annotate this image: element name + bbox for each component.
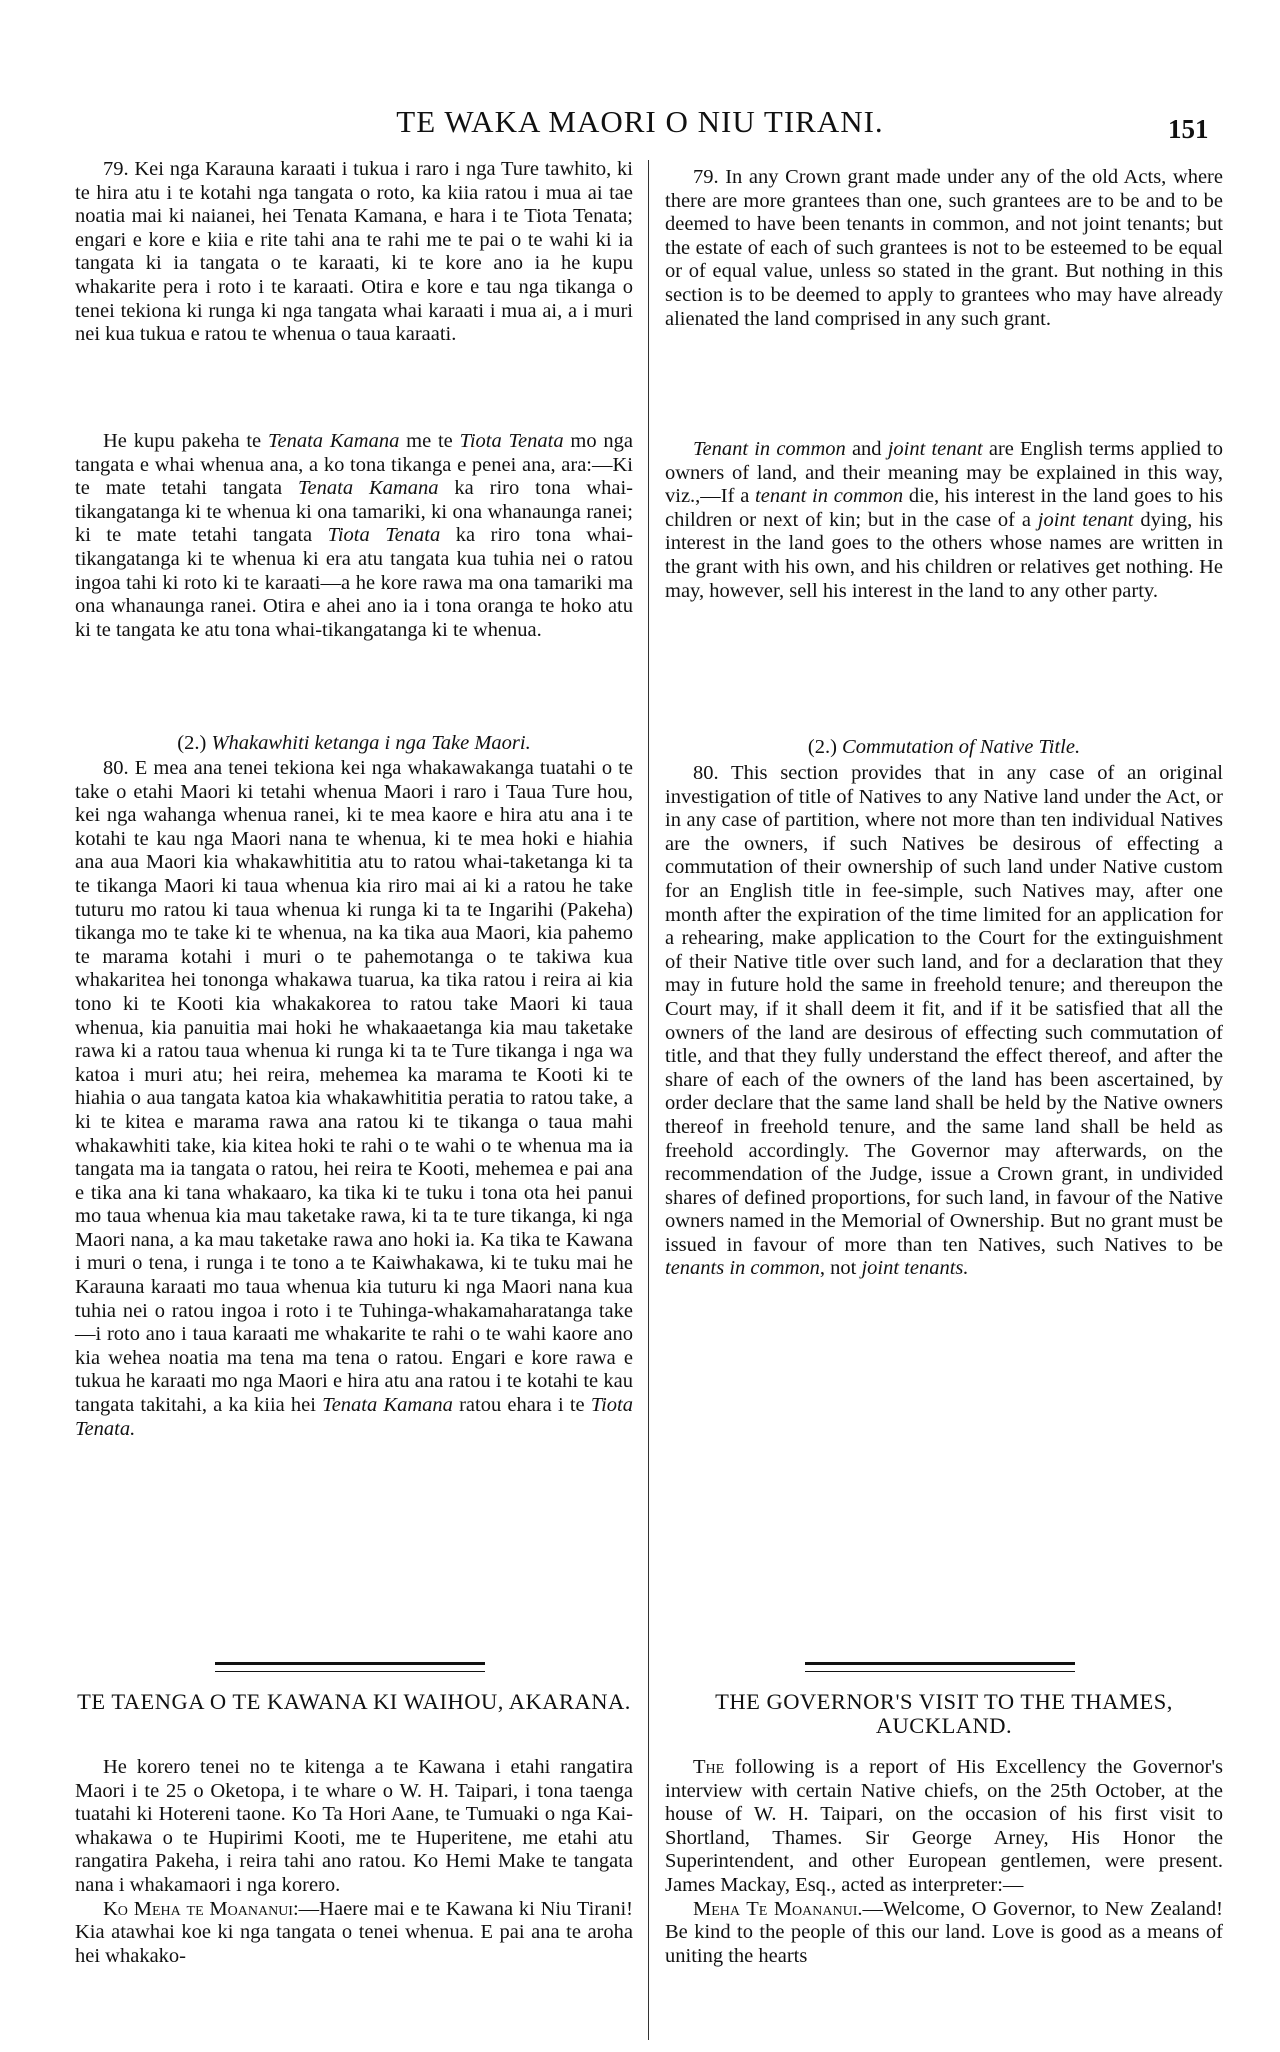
text-segment: 79. In any Crown grant made under any of the old Acts, where there are more grantees than one, such grantees are to be and to be deemed to have been tenants in common, and not joint tenants; but the estate of each of such grantees is not to be esteemed to be equal or of equal value, unless so stated in the grant. But nothing in this section is to be deemed to apply to grantees who may have already alienated the land comprised in any such grant. (665, 166, 1223, 330)
section-80-english (665, 762, 1223, 1281)
text-segment: following is a report of His Excellency the Governor's interview with certain Native chiefs, on the 25th October, at the house of W. H. Taipari, on the occasion of his first visit to Shortland, Thames. Sir George Arney, His Honor the Superintendent, and other European gentlemen, were present. James Mackay, Esq., acted as interpreter:— (665, 1756, 1223, 1896)
italic-text: Tenant in common (693, 438, 846, 460)
article-heading-english: THE GOVERNOR'S VISIT TO THE THAMES, AUCKLAND. (715, 1689, 1173, 1738)
italic-text: Commutation of Native Title. (842, 736, 1081, 758)
text-segment: 80. This section provides that in any case of an original investigation of title of Natives to any Native land under the Act, or in any case of partition, where not more than ten individual Natives are the owners, if such Natives be desirous of effecting a commutation of their ownership of such land under Native custom for an English title in fee-simple, such Natives may, after one month after the expiration of the time limited for an application for a rehearing, make application to the Court for the extinguishment of their Native title over such land, and for a declaration that they may in future hold the same in freehold tenure; and thereupon the Court may, if it shall deem it fit, and if it be satisfied that all the owners of the land are desirous of effecting such commutation of title, and that they fully understand the effect thereof, and after the share of each of the owners of the land has been ascertained, by order declare that the same land shall be held by the Native owners thereof in freehold tenure, and the same land shall be held as freehold accordingly. The Governor may afterwards, on the recommendation of the Judge, issue a Crown grant, in undivided shares of defined proportions, for such land, in favour of the Native owners named in the Memorial of Ownership. But no grant must be issued in favour of more than ten Natives, such Natives to be (665, 762, 1223, 1256)
speech-maori (75, 1898, 633, 1969)
speech-english (665, 1898, 1223, 1969)
article-intro-english (665, 1756, 1223, 1898)
subheading-maori (75, 732, 633, 756)
double-rule-divider (805, 1662, 1075, 1672)
small-caps-text: Meha Te Moananui (693, 1897, 858, 1920)
text-segment: He korero tenei no te kitenga a te Kawana i etahi rangatira Maori i te 25 o Oketopa, i te whare o W. H. Taipari, i tona taenga tuatahi ki Hotereni taone. Ko Ta Hori Aane, te Tumuaki o nga Kai-whakawa o te Hupirimi Kooti, me te Huperitene, me etahi atu rangatira Pakeha, i reira tahi ano ratou. Ko Hemi Make te tangata nana i whakamaori i nga korero. (75, 1756, 633, 1896)
italic-text: joint tenants. (861, 1257, 969, 1280)
text-segment: .—Welcome, O Governor, to New Zealand! Be kind to the people of this our land. Love is good as a means of uniting the hearts (665, 1897, 1223, 1967)
text-segment: ka riro tona whai-tikangatanga ki te whenua ki era atu tangata kua tuhia nei o ratou ingoa tahi ki roto ki te karaati—a he kore rawa ma ona tamariki ma ona whanaunga ranei. Otira e ahei ano ia i tona oranga te hoko atu ki te tangata ke atu tona whai-tikangatanga ki te whenua. (75, 524, 633, 641)
newspaper-title: TE WAKA MAORI O NIU TIRANI. (396, 104, 884, 139)
text-segment: 80. E mea ana tenei tekiona kei nga whakawakanga tuatahi o te take o etahi Maori ki tetahi whenua Maori i raro i Taua Ture hou, kei nga wahanga whenua ranei, ki te mea kaore e hira atu ana i te kotahi te kau nga Maori nana te whenua, ki te mea hoki e hiahia ana aua Maori kia whakawhititia atu to ratou whai-taketanga ki ta te tikanga Maori ki taua whenua kia riro mai ai ki a ratou he take tuturu mo ratou ki taua whenua ki runga ki ta te Ingarihi (Pakeha) tikanga mo te take ki te whenua, na ka tika aua Maori, kia pahemo te marama kotahi i muri o te pahemotanga o te takiwa kua whakaritea hei tononga whakawa tuarua, ka tika ratou i reira ai kia tono ki te Kooti kia whakakorea to ratou take Maori ki taua whenua, kia panuitia mai hoki he whakaaetanga kia mau taketake rawa ki a ratou taua whenua ki runga ki ta te Ture tikanga i nga wa katoa i muri atu; hei reira, mehemea ka marama te Kooti ki te hiahia o aua tangata katoa kia whakawhititia peratia to ratou take, a ki te kitea e marama rawa ana ratou ki te tikanga o taua mahi whakawhiti take, kia kitea hoki te rahi o te wahi o te whenua ma ia tangata ma ia tangata o ratou, hei reira te Kooti, mehemea e pai ana e tika ana ki tana whakaaro, ka tika ki te tuku i tona ota hei panui mo taua whenua kia mau taketake rawa, ki ta te ture tikanga, ki nga Maori nana, a ka mau taketake rawa ano hoki ia. Ka tika te Kawana i muri o tena, i runga i te tono a te Kaiwhakawa, ki te tuku mai he Karauna karaati mo taua whenua kia tuturu ki nga Maori nana kua tuhia nei o ratou ingoa i roto i te Tuhinga-whakamaharatanga take—i roto ano i taua karaati me whakarite te rahi o te wahi kaore ano kia wehea noatia ma tena ma tena o ratou. Engari e kore rawa e tukua he karaati mo nga Maori e hira atu ana ratou i te kotahi te kau tangata takitahi, a ka kiia hei (75, 757, 633, 1417)
text-segment: :—Haere mai e te Kawana ki Niu Tirani! Kia atawhai koe ki nga tangata o tenei whenua. E pai ana te aroha hei whakako- (75, 1897, 633, 1967)
italic-text: tenants in common (665, 1257, 820, 1280)
italic-text: Whakawhiti ketanga i nga Take Maori. (211, 732, 531, 754)
italic-text: tenant in common (755, 485, 904, 508)
double-rule-divider (215, 1662, 485, 1672)
section-79-english (665, 166, 1223, 331)
text-segment: me te (399, 430, 460, 452)
italic-text: Tenata Kamana (322, 1394, 453, 1417)
italic-text: joint tenant (1037, 508, 1134, 531)
article-intro-maori (75, 1756, 633, 1898)
text-segment: , not (819, 1257, 862, 1280)
text-segment: (2.) (807, 736, 843, 758)
italic-text: joint tenant (887, 438, 983, 460)
article-heading-maori: TE TAENGA O TE KAWANA KI WAIHOU, AKARANA. (77, 1689, 631, 1714)
subheading-english (665, 736, 1223, 760)
text-segment: (2.) (177, 732, 212, 754)
text-segment: ka riro tona whai-tikangatanga ki te whenua ki ona tamariki, ki ona whanaunga ranei; ki te mate tetahi tangata (75, 477, 634, 547)
small-caps-text: The (693, 1756, 725, 1778)
text-segment: are English terms applied to owners of land, and their meaning may be explained in this way, viz.,—If a (665, 438, 1224, 508)
tenant-explanation-maori (75, 430, 633, 642)
page-number: 151 (1168, 114, 1209, 144)
italic-text: Tiota Tenata (459, 430, 564, 452)
text-segment: dying, his interest in the land goes to the others whose names are written in the grant with his own, and his children or relatives get nothing. He may, however, sell his interest in the land to any other party. (665, 508, 1224, 602)
italic-text: Tenata Kamana (267, 430, 400, 452)
text-segment: ratou ehara i te (452, 1394, 591, 1417)
italic-text: Tiota Tenata. (75, 1394, 634, 1440)
section-79-maori (75, 158, 633, 347)
column-divider (648, 160, 649, 2040)
text-segment: die, his interest in the land goes to his children or next of kin; but in the case of a (665, 485, 1223, 531)
italic-text: Tiota Tenata (327, 524, 441, 547)
text-segment: and (845, 438, 888, 460)
text-segment: mo nga tangata e whai whenua ana, a ko tona tikanga e penei ana, ara:—Ki te mate tetahi tangata (75, 430, 634, 500)
section-80-maori (75, 757, 633, 1441)
italic-text: Tenata Kamana (298, 477, 439, 500)
text-segment: 79. Kei nga Karauna karaati i tukua i raro i nga Ture tawhito, ki te hira atu i te kotahi nga tangata o roto, ka kiia ratou i mua ai tae noatia mai ki naianei, hei Tenata Kamana, e hara i te Tiota Tenata; engari e kore e kiia e rite tahi ana te rahi me te pai o te wahi ki ia tangata ki ia tangata o te karaati, ki te kore ano ia he kupu whakarite pera i roto i te karaati. Otira e kore e tau nga tikanga o tenei tekiona ki runga ki nga tangata whai karaati i mua ai, a i muri nei kua tukua e ratou te whenua o taua karaati. (75, 158, 633, 346)
tenant-explanation-english (665, 438, 1223, 603)
small-caps-text: Ko Meha te Moananui (103, 1897, 293, 1920)
text-segment: He kupu pakeha te (103, 430, 268, 452)
